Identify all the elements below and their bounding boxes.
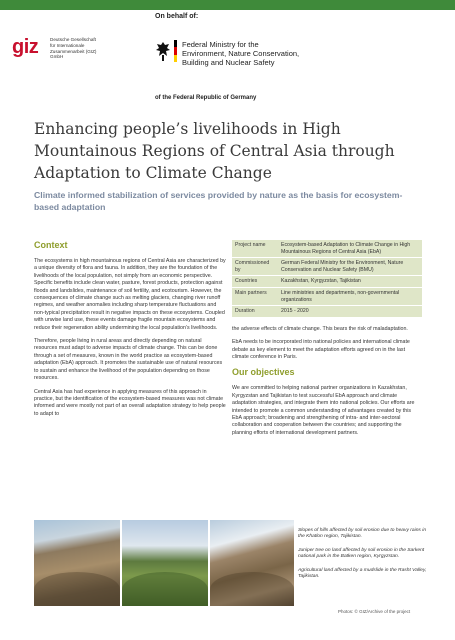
table-key: Project name [235, 242, 266, 248]
juniper-tree-photo [122, 520, 208, 606]
table-key: Countries [235, 278, 258, 285]
photo-captions [298, 528, 428, 587]
context-paragraph: Therefore, people living in rural areas and directly depending on natural resources must adapt to adverse impacts of climate change. This can be done through a set of measures, known in the world practice as ecosystem-based adaptation (EbA) approach. It promotes the sustainable use of natural resources to sustain and enhance the livelihood of the population depending on those resources. [34, 338, 223, 382]
photo-caption: Slopes of hills affected by soil erosion due to heavy rains in the Khatlon region, Tajikistan. [298, 528, 427, 540]
giz-org-line: für Internationale [50, 42, 85, 48]
ministry-name [182, 40, 352, 67]
on-behalf-label: On behalf of: [155, 13, 199, 20]
document-title: Enhancing people’s livelihoods in High Mountainous Regions of Central Asia through Adaptation to Climate Change [34, 120, 395, 182]
ministry-line: Environment, Nature Conservation, [182, 49, 300, 58]
giz-org-name [50, 37, 110, 60]
left-column [34, 240, 226, 424]
table-key: Commissioned by [235, 260, 270, 273]
objectives-heading: Our objectives [232, 367, 295, 378]
photo-credit: Photos: © GIZ/Archive of the project [338, 609, 411, 614]
table-value: Line ministries and departments, non-governmental organizations [281, 289, 400, 303]
photo-strip [0, 520, 455, 624]
table-key: Main partners [235, 289, 267, 296]
context-heading: Context [34, 240, 68, 250]
giz-org-line: Zusammenarbeit (GIZ) GmbH [50, 48, 97, 60]
eroded-hills-photo [34, 520, 120, 606]
context-paragraph: Central Asia has had experience in applying measures of this approach in practice, but the identification of the ecosystem-based measures was not climate informed and were mostly not part of an overall adaptation strategy to help people to adapt to [34, 388, 226, 417]
table-value: Ecosystem-based Adaptation to Climate Change in High Mountainous Regions of Central Asia (EbA) [281, 242, 411, 255]
table-row [232, 276, 422, 288]
table-row [232, 240, 422, 258]
table-row [232, 287, 422, 305]
german-flag-icon [174, 40, 177, 62]
objectives-paragraph: We are committed to helping national partner organizations in Kazakhstan, Kyrgyzstan and Tajikistan to test successful EbA approach and climate adaptation strategies, and integrate them into national policies. Our efforts are intended to promote a common understanding of advantages created by this EbA approach; broadening and strengthening of intra- and inter-sectoral collaboration and cooperation between the countries; and supporting the planning efforts of international development partners. [232, 385, 415, 436]
giz-wordmark: giz [12, 36, 39, 58]
context-paragraph: EbA needs to be incorporated into national policies and international climate debate as key element to meet the adaptation efforts agreed on in the last climate conference in Paris. [232, 339, 410, 360]
giz-org-line: Deutsche Gesellschaft [50, 37, 96, 42]
top-color-bar [0, 0, 455, 10]
table-row [232, 306, 422, 318]
context-paragraph: the adverse effects of climate change. This bears the risk of maladaptation. [232, 325, 408, 332]
photo-caption: Agricultural land affected by a mudslide in the Rasht Valley, Tajikistan. [298, 567, 427, 580]
mudslide-photo [210, 520, 294, 606]
table-key: Duration [235, 308, 255, 315]
context-paragraph: The ecosystems in high mountainous regions of Central Asia are characterized by a unique diversity of flora and fauna. In addition, they are the foundation of the livelihoods of the local population, not simply from an economic perspective. Specific benefits include clean water, pasture, forest products, protection against floods and landslides, maintenance of soil fertility, and ecotourism. However, the consequences of climate change such as melting glaciers, changing river runoff regimes, and weather anomalies including sharp temperature fluctuations and non-typical precipitation result in negative impacts on these ecosystems. Coupled with unwise land use, these events damage fragile mountain ecosystems and reduce their regeneration ability undermining the local population’s livelihoods. [34, 258, 226, 331]
federal-eagle-icon [155, 40, 171, 62]
project-info-table [232, 240, 422, 318]
republic-label: of the Federal Republic of Germany [155, 95, 257, 101]
table-value: German Federal Ministry for the Environment, Nature Conservation and Nuclear Safety (BMU) [281, 260, 404, 273]
right-column [232, 240, 422, 443]
giz-logo [12, 32, 132, 64]
ministry-line: Federal Ministry for the [182, 40, 259, 49]
table-value: 2015 - 2020 [281, 308, 309, 315]
document-subtitle: Climate informed stabilization of services provided by nature as the basis for ecosystem-based adaptation [34, 190, 403, 212]
ministry-line: Building and Nuclear Safety [182, 58, 275, 67]
table-value: Kazakhstan, Kyrgyzstan, Tajikistan [281, 278, 361, 285]
table-row [232, 258, 422, 276]
photo-caption: Juniper tree on land affected by soil erosion in the Sarkent national park in the Batken region, Kyrgyzstan. [298, 547, 425, 560]
